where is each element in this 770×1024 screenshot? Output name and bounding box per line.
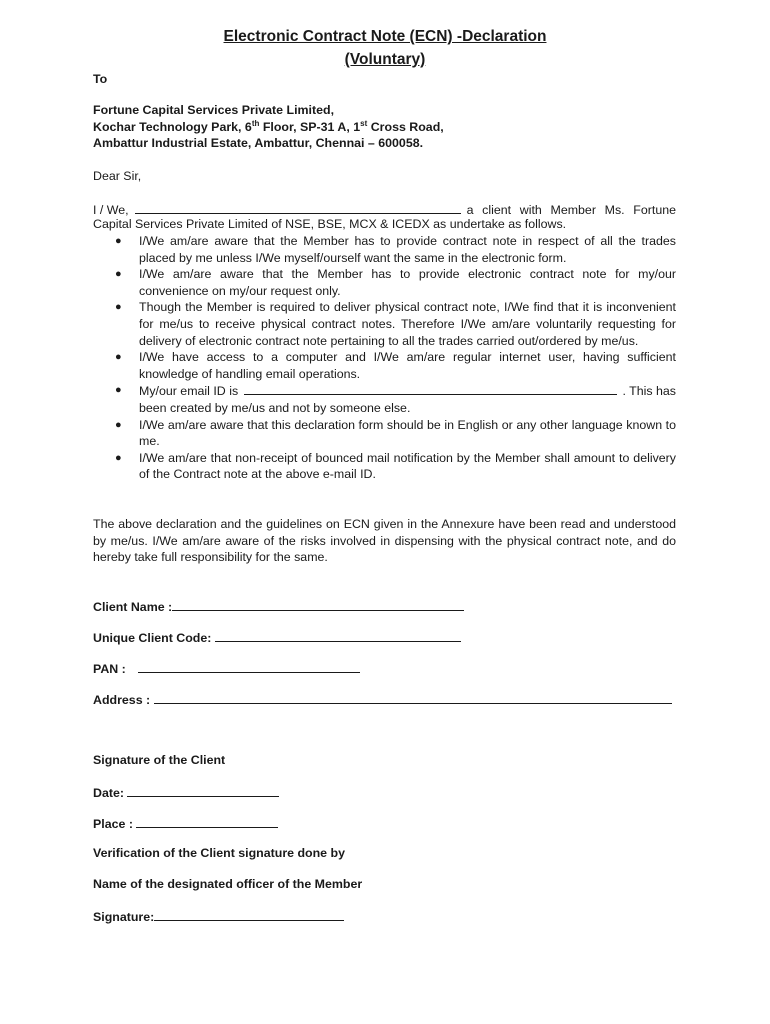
undertaking-list — [93, 233, 676, 483]
list-item: ● I/We have access to a computer and I/We am/are regular internet user, having sufficient knowledge of handling email operations. — [115, 350, 676, 381]
designated-officer-label: Name of the designated officer of the Member — [93, 877, 363, 891]
salutation: Dear Sir, — [93, 169, 142, 183]
list-item: ● My/our email ID is . This has been created by me/us and not by someone else. — [115, 384, 676, 415]
signature-input[interactable] — [154, 908, 344, 921]
to-label: To — [93, 72, 108, 86]
address-field: Address : — [93, 691, 672, 707]
pan-field: PAN : — [93, 660, 360, 676]
signature-of-client: Signature of the Client — [93, 753, 226, 767]
document-subtitle: (Voluntary) — [344, 51, 426, 68]
list-item: ● I/We am/are aware that the Member has to provide electronic contract note for my/our convenience on my/our request only. — [115, 267, 676, 298]
unique-client-code-input[interactable] — [215, 629, 461, 642]
client-name-input[interactable] — [172, 598, 464, 611]
place-field: Place : — [93, 815, 278, 831]
client-name-field: Client Name : — [93, 598, 464, 614]
signature-field: Signature: — [93, 908, 344, 924]
list-item: ● I/We am/are aware that this declaration form should be in English or any other language known to me. — [115, 417, 676, 449]
unique-client-code-field: Unique Client Code: — [93, 629, 461, 645]
address-line-3: Ambattur Industrial Estate, Ambattur, Chennai – 600058. — [93, 136, 424, 150]
intro-line: I / We, a client with Member Ms. Fortune — [93, 203, 676, 217]
document-title: Electronic Contract Note (ECN) -Declaration — [223, 28, 547, 45]
list-item: ● I/We am/are that non-receipt of bounced mail notification by the Member shall amount to delivery of the Contract note at the above e-mail ID. — [115, 450, 676, 482]
place-input[interactable] — [136, 815, 278, 828]
closing-paragraph: The above declaration and the guidelines on ECN given in the Annexure have been read and understood by me/us. I/We am/are aware of the risks involved in dispensing with the physical contract note, and do hereby take full responsibility for the same. — [93, 517, 676, 565]
client-name-blank[interactable] — [135, 201, 461, 214]
date-field: Date: — [93, 784, 279, 800]
list-item: ● Though the Member is required to deliver physical contract note, I/We find that it is inconvenient for me/us to receive physical contract notes. Therefore I/We am/are voluntarily requesting for delivery of electronic contract note pertaining to all the trades carried out/ordered by me/us. — [115, 300, 676, 348]
address-input[interactable] — [154, 691, 672, 704]
address-line-2: Kochar Technology Park, 6th Floor, SP-31 A, 1st Cross Road, — [93, 119, 444, 135]
verification-label: Verification of the Client signature done by — [93, 846, 345, 860]
address-line-1: Fortune Capital Services Private Limited, — [93, 103, 335, 117]
date-input[interactable] — [127, 784, 279, 797]
intro-line-2: Capital Services Private Limited of NSE, BSE, MCX & ICEDX as undertake as follows. — [93, 217, 567, 231]
pan-input[interactable] — [138, 660, 360, 673]
email-id-blank[interactable] — [244, 382, 616, 395]
list-item: ● I/We am/are aware that the Member has to provide contract note in respect of all the trades placed by me unless I/We myself/ourself want the same in the electronic form. — [115, 234, 676, 265]
